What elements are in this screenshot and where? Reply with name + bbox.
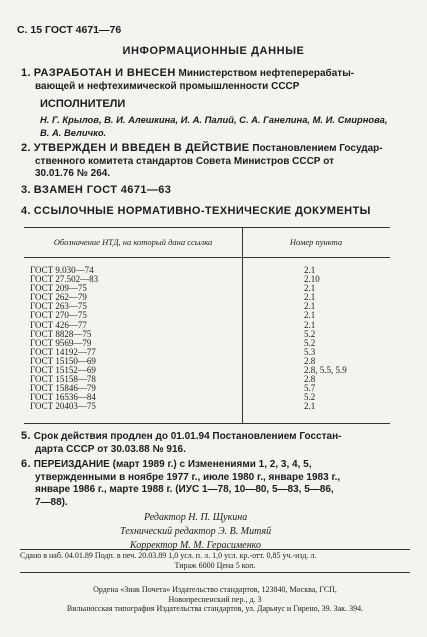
section-1-text-line1: Министерством нефтеперерабаты- [178,68,355,79]
table-cell-point: 2.1 [304,301,316,312]
table-cell-point: 2.10 [304,274,320,285]
table-cell-point: 2.1 [304,265,316,275]
section-6-text-line2: утвержденными в ноябре 1977 г., июле 1980 г., январе 1983 г., [35,471,341,483]
section-6-text-line1: ПЕРЕИЗДАНИЕ (март 1989 г.) с Изменениями 1, 2, 3, 4, 5, [33,459,312,470]
table-cell-document: ГОСТ 16536—84 [30,392,96,403]
editorial-staff [0,511,427,553]
table-cell-point: 5.3 [304,346,316,357]
imprint-line2: Тираж 6000 Цена 5 коп. [174,561,256,570]
tech-editor-line: Технический редактор Э. В. Митяй [120,526,272,537]
table-cell-point: 2.8 [304,374,316,385]
executors-list [40,114,398,139]
section-6-number: 6. [21,458,31,470]
section-3 [21,184,401,198]
table-cell-point: 5.2 [304,328,316,339]
footer-line3: Вильнюсская типография Издательства стандартов, ул. Дарьяус и Гирено, 39. Зак. 394. [66,604,364,613]
imprint-block [20,551,410,571]
table-cell-point: 2.1 [304,401,316,412]
editor-line: Редактор Н. П. Щукина [144,512,248,523]
table-header-rule [24,257,390,258]
imprint-top-rule [20,549,410,550]
table-cell-document: ГОСТ 15150—69 [30,355,96,366]
table-body [30,266,390,412]
table-cell-document: ГОСТ 15158—78 [30,374,96,385]
table-cell-document: ГОСТ 14192—77 [30,346,96,357]
table-header-point: Номер пункта [289,237,343,247]
section-3-number: 3. [21,184,31,196]
section-6-text-line4: 7—88). [35,496,68,508]
executors-line2: В. А. Величко. [40,126,107,138]
footer-line2: Новопресненский пер., д. 3 [168,594,262,604]
section-2 [21,142,401,181]
proofreader-line: Корректор М. М. Герасименко [130,540,261,551]
table-cell-point: 2.1 [304,283,316,294]
table-cell-point: 2.1 [304,319,316,330]
page-header: С. 15 ГОСТ 4671—76 [17,24,122,36]
table-cell-document: ГОСТ 15846—79 [30,383,96,394]
table-header-document: Обозначение НТД, на который дана ссылка [53,237,213,247]
table-cell-document: ГОСТ 209—75 [30,283,87,294]
section-2-text-line1: Постановлением Государ- [252,143,383,154]
section-2-text-line2: ственного комитета стандартов Совета Министров СССР от [35,155,334,167]
section-5-text-line2: дарта СССР от 30.03.88 № 916. [35,443,186,455]
table-cell-document: ГОСТ 262—79 [30,292,87,303]
table-cell-document: ГОСТ 15152—69 [30,365,96,376]
reference-table [24,227,390,423]
section-5-text-line1: Срок действия продлен до 01.01.94 Постановлением Госстан- [33,431,342,442]
section-2-number: 2. [21,142,31,154]
table-row [30,402,390,411]
executors-title: ИСПОЛНИТЕЛИ [40,98,126,110]
section-3-text: ВЗАМЕН ГОСТ 4671—63 [33,184,172,196]
page-title: ИНФОРМАЦИОННЫЕ ДАННЫЕ [122,45,305,57]
section-1-text-line2: вающей и нефтехимической промышленности СССР [35,80,300,92]
table-cell-point: 2.1 [304,292,316,303]
table-cell-document: ГОСТ 20403—75 [30,401,96,412]
section-1 [21,67,401,93]
table-cell-document: ГОСТ 9.030—74 [30,265,94,275]
section-6-text-line3: январе 1986 г., марте 1988 г. (ИУС 1—78, 10—80, 5—83, 5—86, [35,484,334,495]
table-cell-point: 5.7 [304,383,316,394]
table-cell-point: 5.2 [304,392,316,403]
table-cell-point: 2.1 [304,310,316,321]
table-cell-document: ГОСТ 426—77 [30,319,87,330]
table-cell-point: 2.8 [304,355,316,366]
footer-line1: Ордена «Знак Почета» Издательство стандартов, 123840, Москва, ГСП, [93,585,337,594]
executors-line1: Н. Г. Крылов, В. И. Алешкина, И. А. Палий, С. А. Ганелина, М. И. Смирнова, [40,114,388,125]
section-5-number: 5. [21,430,31,442]
section-4 [21,205,401,219]
table-top-rule [24,227,390,228]
table-cell-document: ГОСТ 263—75 [30,301,87,312]
table-cell-document: ГОСТ 8828—75 [30,328,92,339]
table-bottom-rule [24,423,390,424]
section-4-text: ССЫЛОЧНЫЕ НОРМАТИВНО-ТЕХНИЧЕСКИЕ ДОКУМЕНТЫ [33,205,371,217]
table-cell-document: ГОСТ 9569—79 [30,337,92,348]
table-cell-document: ГОСТ 270—75 [30,310,87,321]
table-cell-document: ГОСТ 27.502—83 [30,274,99,285]
imprint-bottom-rule [20,572,410,573]
section-1-number: 1. [21,67,31,79]
section-5 [21,430,401,456]
section-1-heading: РАЗРАБОТАН И ВНЕСЕН [33,67,176,79]
section-6 [21,458,401,509]
imprint-line1: Сдано в наб. 04.01.89 Подп. в печ. 20.03.89 1,0 усл. п. л. 1,0 усл. кр.-отт. 0,85 уч.-изд. л. [20,551,317,560]
publisher-footer [20,585,410,614]
table-cell-point: 2.8, 5.5, 5.9 [304,365,347,376]
section-4-number: 4. [21,205,31,217]
section-2-text-line3: 30.01.76 № 264. [35,168,111,179]
table-cell-point: 5.2 [304,337,316,348]
section-2-heading: УТВЕРЖДЕН И ВВЕДЕН В ДЕЙСТВИЕ [33,142,250,154]
